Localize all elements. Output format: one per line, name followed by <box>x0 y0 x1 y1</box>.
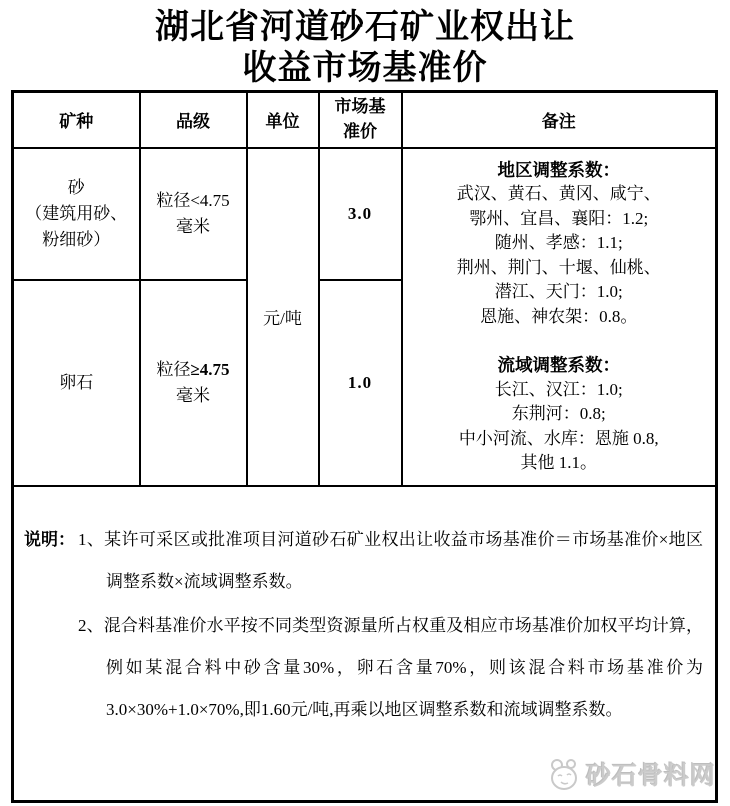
basin-line: 长江、汉江：1.0; <box>494 379 623 399</box>
region-coefficients <box>403 158 716 330</box>
page-title-line2: 收益市场基准价 <box>242 49 488 87</box>
price-cell-gravel: 1.0 <box>319 280 402 486</box>
note-1-number: 1、 <box>78 529 105 549</box>
note-2-number: 2、 <box>78 615 104 635</box>
notes-row <box>13 486 717 802</box>
region-line: 鄂州、宜昌、襄阳：1.2; <box>469 208 649 228</box>
page-title <box>0 0 730 90</box>
grade-gravel-line2: 毫米 <box>176 385 210 405</box>
notes-label: 说明： <box>24 529 75 549</box>
basin-line: 中小河流、水库：恩施 0.8, <box>458 428 659 448</box>
header-cell-unit: 单位 <box>247 92 319 148</box>
region-line: 荆州、荆门、十堰、仙桃、 <box>456 257 661 277</box>
region-line: 潜江、天门：1.0; <box>494 282 623 301</box>
page-title-line1: 湖北省河道砂石矿业权出让 <box>155 9 575 46</box>
grade-cell-sand <box>140 148 247 280</box>
region-line: 恩施、神农架：0.8。 <box>480 306 638 326</box>
mineral-sand-line3: 粉细砂） <box>42 229 111 249</box>
table-row-sand <box>13 148 717 280</box>
header-cell-mineral: 矿种 <box>13 92 140 148</box>
grade-gravel-prefix: 粒径 <box>156 359 191 379</box>
mineral-sand-line1: 砂 <box>67 177 85 197</box>
mineral-sand-line2: （建筑用砂、 <box>25 203 128 223</box>
mineral-cell-sand <box>13 148 140 280</box>
note-item-1 <box>78 519 703 603</box>
notes-cell <box>13 486 717 802</box>
remarks-cell <box>402 148 717 486</box>
region-line: 随州、孝感：1.1; <box>494 233 623 252</box>
header-cell-remarks: 备注 <box>402 92 717 148</box>
price-cell-sand: 3.0 <box>319 148 402 280</box>
basin-line: 东荆河：0.8; <box>511 404 606 423</box>
basin-coefficients-title: 流域调整系数： <box>497 355 620 375</box>
region-line: 武汉、黄石、黄冈、咸宁、 <box>456 184 661 203</box>
header-row <box>13 92 717 148</box>
basin-line: 其他 1.1。 <box>520 453 597 472</box>
header-cell-price: 市场基准价 <box>319 92 402 148</box>
grade-sand-line1: 粒径<4.75 <box>156 190 230 210</box>
basin-coefficients <box>403 353 716 476</box>
grade-gravel-bold-value: ≥4.75 <box>190 359 230 379</box>
notes-items <box>78 519 703 733</box>
note-item-2 <box>78 605 703 731</box>
benchmark-price-table <box>11 90 718 803</box>
watermark-text: 砂石骨料网 <box>585 763 716 790</box>
header-cell-grade: 品级 <box>140 92 247 148</box>
note-2-text: 混合料基准价水平按不同类型资源量所占权重及相应市场基准价加权平均计算，例如某混合料中砂含量30%，卵石含量70%，则该混合料市场基准价为3.0×30%+1.0×70%,即1.60元/吨,再乘以地区调整系数和流域调整系数。 <box>103 615 703 719</box>
notes-block <box>14 487 715 733</box>
note-1-text: 某许可采区或批准项目河道砂石矿业权出让收益市场基准价＝市场基准价×地区调整系数×流域调整系数。 <box>104 529 704 591</box>
unit-cell: 元/吨 <box>247 148 319 486</box>
grade-sand-line2: 毫米 <box>176 216 210 236</box>
region-coefficients-title: 地区调整系数： <box>497 159 620 180</box>
grade-cell-gravel <box>140 280 247 486</box>
mineral-cell-gravel: 卵石 <box>13 280 140 486</box>
